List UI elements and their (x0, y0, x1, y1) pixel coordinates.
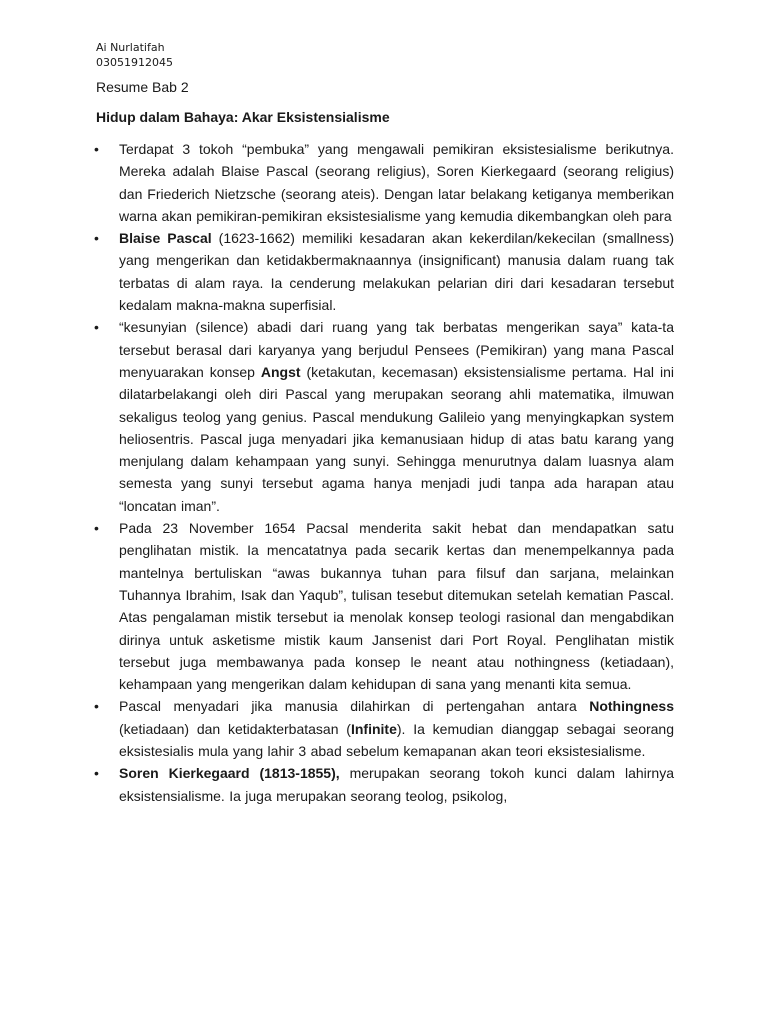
text-segment: Pada 23 November 1654 Pacsal menderita sakit hebat dan mendapatkan satu penglihatan mistik. Ia mencatatnya pada secarik kertas dan menempelkannya pada mantelnya bertuliskan “awas bukannya tuhan para filsuf dan sarjana, melainkan Tuhannya Ibrahim, Isak dan Yaqub”, tulisan tesebut ditemukan setelah kematian Pascal. Atas pengalaman mistik tersebut ia menolak konsep teologi rasional dan mengabdikan dirinya untuk asketisme mistik kaum Jansenist dari Port Royal. Penglihatan mistik tersebut juga membawanya pada konsep le neant atau nothingness (ketiadaan), kehampaan yang mengerikan dalam kehidupan di sana yang menanti kita semua. (119, 520, 674, 693)
bullet-text (119, 517, 674, 695)
document-title: Hidup dalam Bahaya: Akar Eksistensialisme (96, 109, 390, 125)
bullet-item (94, 517, 674, 695)
bullet-text (119, 762, 674, 807)
text-segment: (1623-1662) memiliki kesadaran akan kekerdilan/kekecilan (smallness) yang mengerikan dan ketidakbermaknaannya (insignificant) manusia dalam ruang tak terbatas di alam raya. Ia cenderung melakukan pelarian diri dari kesadaran tersebut kedalam makna-makna superfisial. (119, 230, 674, 314)
text-segment: Pascal menyadari jika manusia dilahirkan di pertengahan antara (119, 698, 590, 715)
text-segment: (ketakutan, kecemasan) eksistensialisme pertama. Hal ini dilatarbelakangi oleh diri Pascal yang merupakan seorang ahli matematika, ilmuwan sekaligus teolog yang genius. Pascal mendukung Galileio yang menyingkapkan system heliosentris. Pascal juga menyadari jika kemanusiaan hidup di atas batu karang yang menjulang dalam kehampaan yang sunyi. Sehingga menurutnya dalam luasnya alam semesta yang sunyi tersebut agama hanya menjadi judi tanpa ada harapan atau “loncatan iman”. (119, 363, 674, 514)
text-segment: (ketiadaan) dan ketidakterbatasan ( (119, 720, 351, 737)
bullet-text (119, 227, 674, 316)
bold-term: Infinite (350, 720, 397, 737)
bullet-marker: • (94, 698, 99, 715)
bullet-list (94, 138, 674, 807)
bullet-text (119, 695, 674, 762)
bullet-item (94, 227, 674, 316)
bold-term: Nothingness (589, 698, 674, 715)
bullet-marker: • (94, 319, 99, 336)
bold-term: Blaise Pascal (119, 230, 212, 247)
text-segment: “kesunyian (silence) abadi dari ruang yang tak berbatas mengerikan saya” kata-ta tersebut berasal dari karyanya yang berjudul Pensees (Pemikiran) yang mana Pascal menyuarakan konsep (119, 319, 674, 380)
bullet-marker: • (94, 230, 99, 247)
bullet-marker: • (94, 765, 99, 782)
author-name: Ai Nurlatifah (96, 41, 165, 54)
bullet-item (94, 762, 674, 807)
bullet-item (94, 138, 674, 227)
text-segment: merupakan seorang tokoh kunci dalam lahirnya eksistensialisme. Ia juga merupakan seorang teolog, psikolog, (119, 765, 674, 804)
text-segment: Terdapat 3 tokoh “pembuka” yang mengawali pemikiran eksistesialisme berikutnya. Mereka adalah Blaise Pascal (seorang religius), Soren Kierkegaard (seorang religius) dan Friederich Nietzsche (seorang ateis). Dengan latar belakang ketiganya memberikan warna akan pemikiran-pemikiran eksistesialisme yang kemudia dikembangkan oleh para (119, 141, 674, 224)
bold-term: Angst (260, 363, 301, 380)
bullet-marker: • (94, 141, 99, 157)
bullet-text (119, 316, 674, 517)
document-subtitle: Resume Bab 2 (96, 79, 189, 95)
bullet-item (94, 695, 674, 762)
bullet-text (119, 138, 674, 227)
author-block (96, 40, 173, 70)
bold-term: Soren Kierkegaard (1813-1855), (119, 765, 340, 782)
bullet-item (94, 316, 674, 517)
student-id: 03051912045 (96, 56, 173, 69)
bullet-marker: • (94, 520, 99, 537)
text-segment: ). Ia kemudian dianggap sebagai seorang eksistesialis mula yang lahir 3 abad sebelum kemapanan akan teori eksistesialisme. (119, 720, 674, 760)
